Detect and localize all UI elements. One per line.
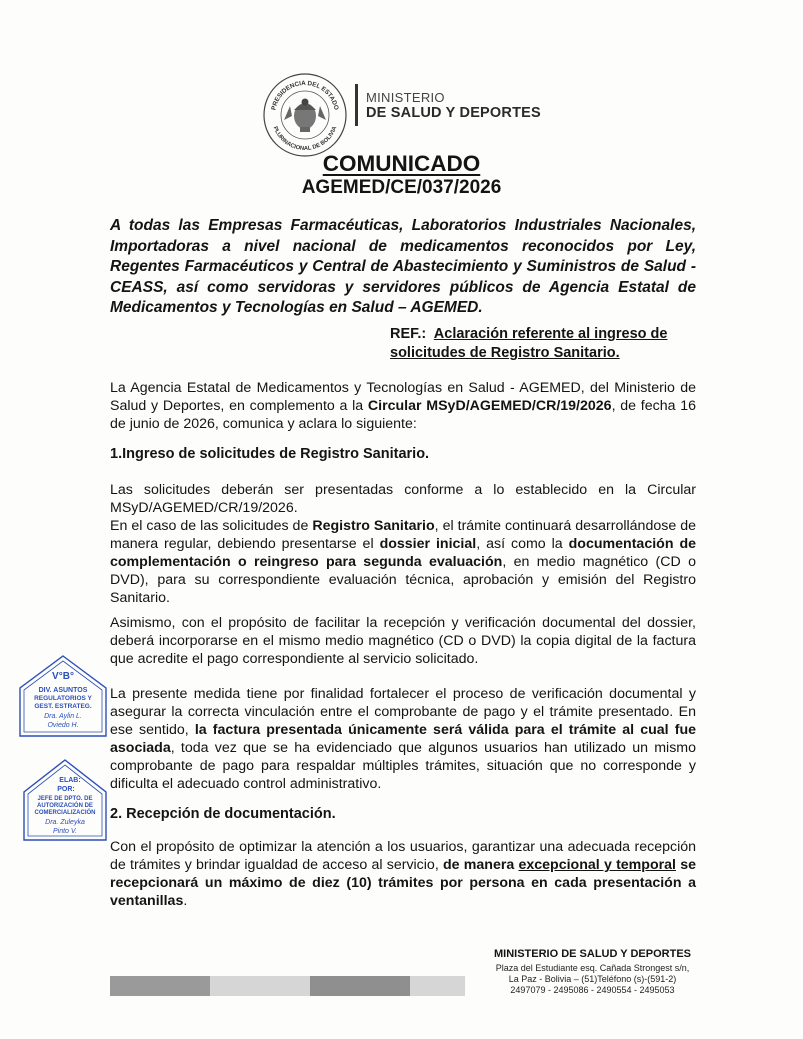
stamp2-line1: ELAB: (59, 777, 81, 784)
stamp1-line5: Dra. Aylin L. (44, 713, 82, 720)
section2-heading: 2. Recepción de documentación. (110, 806, 336, 822)
stamp2-line5: COMERCIALIZACIÓN (34, 810, 96, 816)
intro-paragraph: La Agencia Estatal de Medicamentos y Tecnologías en Salud - AGEMED, del Ministerio de Salud y Deportes, en complemento a la Circular MSyD/AGEMED/CR/19/2026, de fecha 16 de junio de 2026, comunica y aclara lo siguiente: (110, 380, 696, 432)
reference-label: REF.: (390, 326, 427, 342)
seal-text-bottom: PLURINACIONAL DE BOLIVIA (271, 125, 339, 153)
ministry-name-line1: MINISTERIO (366, 90, 445, 105)
stamp2-line7: Pinto V. (53, 828, 77, 835)
stamp1-vobo: V°B° (52, 671, 74, 682)
seal-text-top: PRESIDENCIA DEL ESTADO (270, 79, 340, 111)
section1-paragraph-3: Asimismo, con el propósito de facilitar la recepción y verificación documental del dossier, deberá incorporarse en el mismo medio magnético (CD o DVD) la copia digital de la factura que acredite el pago correspondiente al servicio solicitado. (110, 615, 696, 667)
reference-text: Aclaración referente al ingreso de solicitudes de Registro Sanitario. (390, 326, 668, 361)
footer-address-line1: Plaza del Estudiante esq. Cañada Strongest s/n, (495, 963, 690, 973)
footer-bar-4 (410, 976, 465, 996)
elaboration-stamp-icon (22, 758, 108, 842)
section1-paragraph-4: La presente medida tiene por finalidad fortalecer el proceso de verificación documental y asegurar la correcta vinculación entre el comprobante de pago y el trámite presentado. En ese sentido, la factura presentada únicamente será válida para el trámite al cual fue asociada, toda vez que se ha evidenciado que algunos usuarios han utilizado un mismo comprobante de pago para respaldar múltiples trámites, situación que no corresponde y dificulta el adecuado control administrativo. (110, 686, 697, 792)
stamp2-line2: POR: (57, 786, 75, 793)
stamp1-line2: DIV. ASUNTOS (38, 687, 88, 694)
stamp1-line6: Oviedo H. (47, 722, 79, 729)
stamp2-line6: Dra. Zuleyka (45, 819, 85, 826)
footer-bar-1 (110, 976, 210, 996)
footer-address-line2: La Paz - Bolivia – (51)Teléfono (s)-(591-2) (508, 974, 677, 984)
section2-paragraph-1: Con el propósito de optimizar la atención a los usuarios, garantizar una adecuada recepción de trámites y brindar igualdad de acceso al servicio, de manera excepcional y temporal se recepcionará un máximo de diez (10) trámites por persona en cada presentación a ventanillas. (110, 839, 697, 909)
footer-bar-2 (210, 976, 310, 996)
section1-paragraph-2: En el caso de las solicitudes de Registro Sanitario, el trámite continuará desarrollándose de manera regular, debiendo presentarse el dossier inicial, así como la documentación de complementación o reingreso para segunda evaluación, en medio magnético (CD o DVD), para su correspondiente evaluación técnica, aprobación y emisión del Registro Sanitario. (110, 518, 696, 606)
footer-bar-3 (310, 976, 410, 996)
addressee-paragraph: A todas las Empresas Farmacéuticas, Laboratorios Industriales Nacionales, Importadoras a nivel nacional de medicamentos reconocidos por Ley, Regentes Farmacéuticos y Central de Abastecimiento y Suministros de Salud - CEASS, así como servidoras y servidores públicos de Agencia Estatal de Medicamentos y Tecnologías en Salud – AGEMED. (110, 217, 696, 316)
section1-paragraph-1: Las solicitudes deberán ser presentadas conforme a lo establecido en la Circular MSyD/AGEMED/CR/19/2026. (110, 482, 696, 516)
stamp1-line3: REGULATORIOS Y (34, 695, 92, 702)
header-divider (355, 84, 358, 126)
coat-of-arms-seal-icon (262, 72, 348, 158)
section1-heading: 1.Ingreso de solicitudes de Registro Sanitario. (110, 446, 430, 462)
document-code: AGEMED/CE/037/2026 (301, 177, 502, 198)
stamp2-line4: AUTORIZACIÓN DE (37, 803, 93, 809)
stamp2-line3: JEFE DE DPTO. DE (37, 796, 93, 802)
footer-ministry-name: MINISTERIO DE SALUD Y DEPORTES (493, 948, 691, 960)
footer-address-line3: 2497079 - 2495086 - 2490554 - 2495053 (510, 985, 675, 995)
approval-stamp-icon (18, 654, 108, 738)
ministry-name-line2: DE SALUD Y DEPORTES (366, 105, 541, 121)
document-title: COMUNICADO (322, 151, 481, 176)
stamp1-line4: GEST. ESTRATEG. (34, 703, 92, 710)
footer-address (470, 963, 715, 996)
reference-block (390, 325, 700, 363)
